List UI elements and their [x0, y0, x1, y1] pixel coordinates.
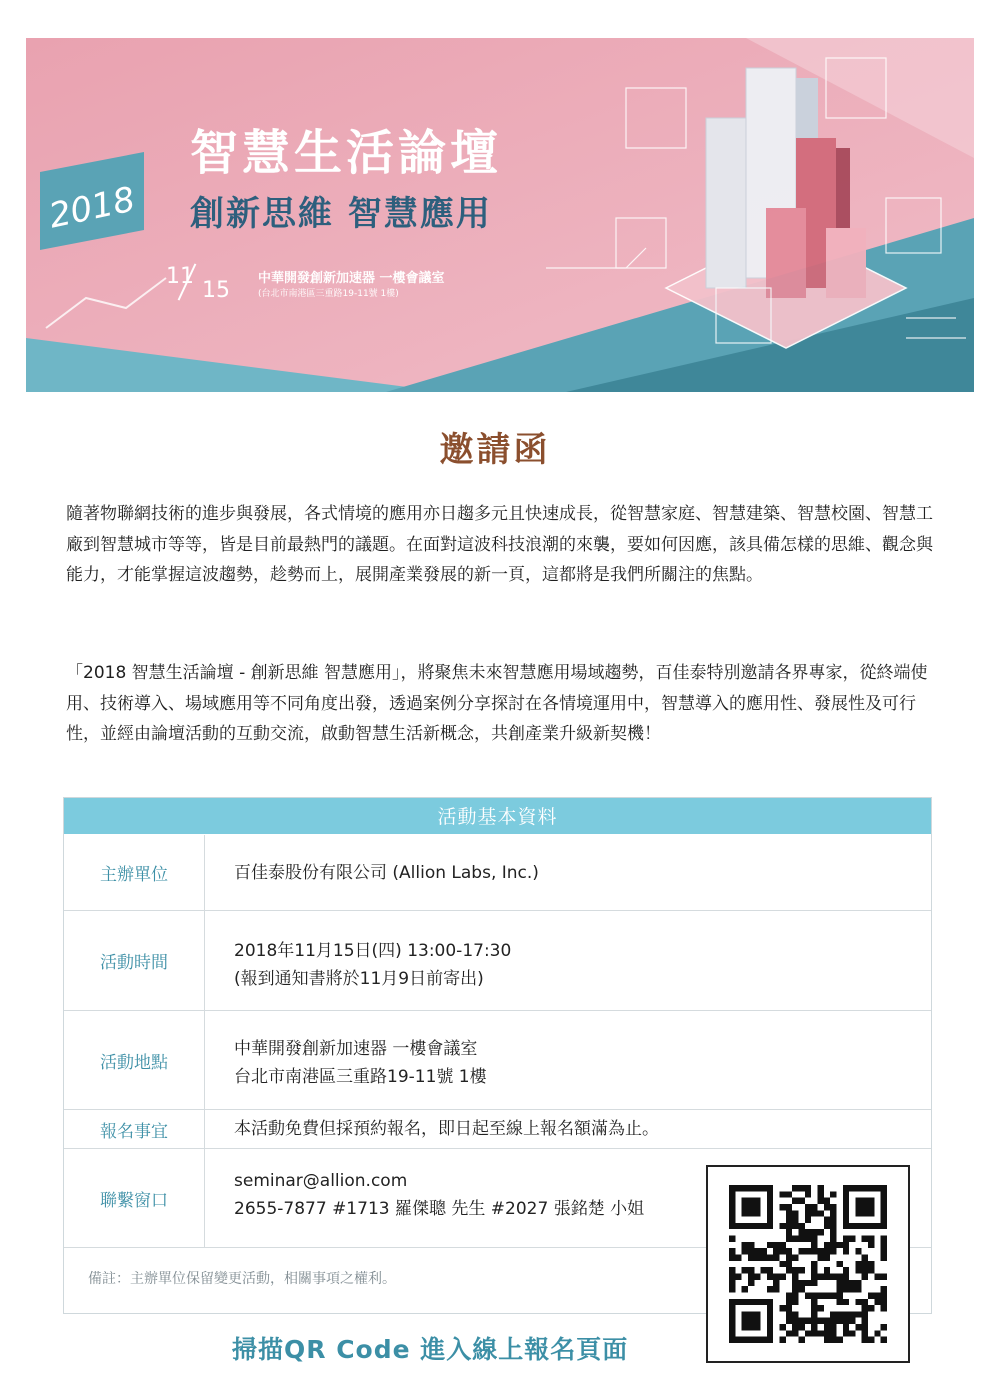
contact-phone: 2655-7877 #1713 羅傑聰 先生 #2027 張銘楚 小姐 [234, 1199, 645, 1219]
location-value: 中華開發創新加速器 一樓會議室 [234, 1039, 478, 1059]
time-value-block [234, 937, 921, 993]
time-value: 2018年11月15日(四) 13:00-17:30 [234, 941, 512, 961]
location-address: 台北市南港區三重路19-11號 1樓 [234, 1067, 487, 1087]
time-note: (報到通知書將於11月9日前寄出) [234, 969, 484, 989]
banner-year: 2018 [45, 179, 139, 237]
contact-label: 聯繫窗口 [64, 1149, 205, 1247]
banner-subtitle: 創新思維 智慧應用 [190, 194, 492, 234]
registration-qr-code[interactable] [706, 1165, 910, 1363]
qr-call-to-action: 掃描QR Code 進入線上報名頁面 [232, 1335, 629, 1364]
table-row-location [64, 1011, 931, 1110]
invitation-paragraph-2: 「2018 智慧生活論壇 - 創新思維 智慧應用」，將聚焦未來智慧應用場域趨勢，百佳泰特別邀請各界專家，從終端使用、技術導入、場域應用等不同角度出發，透過案例分享探討在各情境運用中，智慧導入的應用性、發展性及可行性，並經由論壇活動的互動交流，啟動智慧生活新概念，共創產業升級新契機！ [66, 663, 928, 744]
banner-background [26, 38, 974, 392]
banner-address: (台北市南港區三重路19-11號 1樓) [258, 289, 399, 299]
table-row-registration [64, 1110, 931, 1149]
info-note: 備註：主辦單位保留變更活動，相關事項之權利。 [88, 1271, 396, 1287]
banner-venue: 中華開發創新加速器 一樓會議室 [258, 271, 445, 286]
qr-code-icon [728, 1185, 888, 1343]
location-value-block [234, 1035, 921, 1091]
invitation-paragraph-1: 隨著物聯網技術的進步與發展，各式情境的應用亦日趨多元且快速成長，從智慧家庭、智慧建築、智慧校園、智慧工廠到智慧城市等等，皆是目前最熱門的議題。在面對這波科技浪潮的來襲，要如何因應，該具備怎樣的思維、觀念與能力，才能掌握這波趨勢，趁勢而上，展開產業發展的新一頁，這都將是我們所關注的焦點。 [66, 504, 933, 585]
banner-title: 智慧生活論壇 [190, 125, 503, 181]
banner-month: 11 [166, 264, 194, 289]
invitation-title: 邀請函 [439, 430, 551, 470]
banner-day: 15 [202, 278, 230, 303]
location-label: 活動地點 [64, 1011, 205, 1109]
organizer-label: 主辦單位 [64, 835, 205, 910]
contact-email[interactable]: seminar@allion.com [234, 1171, 408, 1191]
registration-value: 本活動免費但採預約報名，即日起至線上報名額滿為止。 [234, 1119, 659, 1139]
time-label: 活動時間 [64, 911, 205, 1010]
registration-label: 報名事宜 [64, 1110, 205, 1148]
organizer-value: 百佳泰股份有限公司 (Allion Labs, Inc.) [234, 863, 539, 883]
table-row-time [64, 911, 931, 1011]
info-table-header: 活動基本資料 [64, 798, 931, 834]
event-banner [26, 38, 974, 392]
table-row-organizer [64, 835, 931, 911]
